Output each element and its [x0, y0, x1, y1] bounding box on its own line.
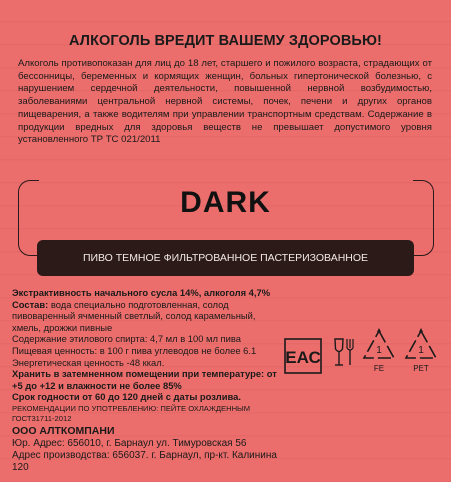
composition-label: Состав: [12, 298, 49, 310]
legal-address: Юр. Адрес: 656010, г. Барнаул ул. Тимуровская 56 [12, 437, 247, 449]
ethanol-content: Содержание этилового спирта: 4,7 мл в 100 мл пива [12, 333, 241, 345]
storage-conditions: Хранить в затемненном помещении при температуре: от +5 до +12 и влажности не более 85% [12, 368, 277, 391]
energy-value: Энергетическая ценность -48 ккал. [12, 356, 165, 368]
usage-recommendation: РЕКОМЕНДАЦИИ ПО УПОТРЕБЛЕНИЮ: ПЕЙТЕ ОХЛАЖДЕННЫМ [12, 403, 251, 413]
composition [12, 299, 282, 334]
gost-standard: ГОСТ31711-2012 [12, 414, 72, 424]
fe-label: FE [373, 364, 385, 373]
production-address: Адрес производства: 656037. г. Барнаул, пр-кт. Калинина 120 [12, 450, 277, 474]
eac-text: ЕАС [285, 348, 321, 367]
product-type-banner: ПИВО ТЕМНОЕ ФИЛЬТРОВАННОЕ ПАСТЕРИЗОВАННОЕ [37, 240, 414, 276]
recycle-fe-icon [360, 326, 398, 378]
recycle-pet-icon [402, 326, 440, 378]
brand-name: DARK [180, 186, 271, 219]
certification-icons [284, 326, 444, 386]
eac-icon [284, 338, 322, 374]
composition-text: вода специально подготовленная, солод пивоваренный ячменный светлый, солод карамельный, хмель, дрожжи пивные [12, 298, 256, 333]
shelf-life: Срок годности от 60 до 120 дней с даты розлива. [12, 391, 241, 403]
company-name: ООО АЛТКОМПАНИ [12, 425, 115, 438]
recycle-pet-number: 1 [418, 345, 424, 356]
health-warning-text: Алкоголь противопоказан для лиц до 18 лет, старшего и пожилого возраста, страдающих от бессонницы, беременных и кормящих женщин, больных гипертонической болезнью, с нарушением сердечной деятельности, повышенной нервной возбудимостью, заболеваниями центральной нервной системы, почек, печени и других органов пищеварения, а также водителям при управлении транспортным средствам. Содержание в продукции вредных для здоровья веществ не превышает допустимого уровня установленного ТР ТС 021/2011 [18, 58, 432, 146]
nutrition-value: Пищевая ценность: в 100 г пива углеводов не более 6.1 [12, 344, 257, 356]
product-info [12, 287, 282, 475]
recycle-fe-number: 1 [376, 345, 382, 356]
health-warning-title: АЛКОГОЛЬ ВРЕДИТ ВАШЕМУ ЗДОРОВЬЮ! [69, 33, 382, 49]
food-contact-icon [330, 336, 356, 372]
pet-label: PET [413, 364, 429, 373]
extract-info: Экстрактивность начального сусла 14%, алкоголя 4,7% [12, 287, 271, 298]
